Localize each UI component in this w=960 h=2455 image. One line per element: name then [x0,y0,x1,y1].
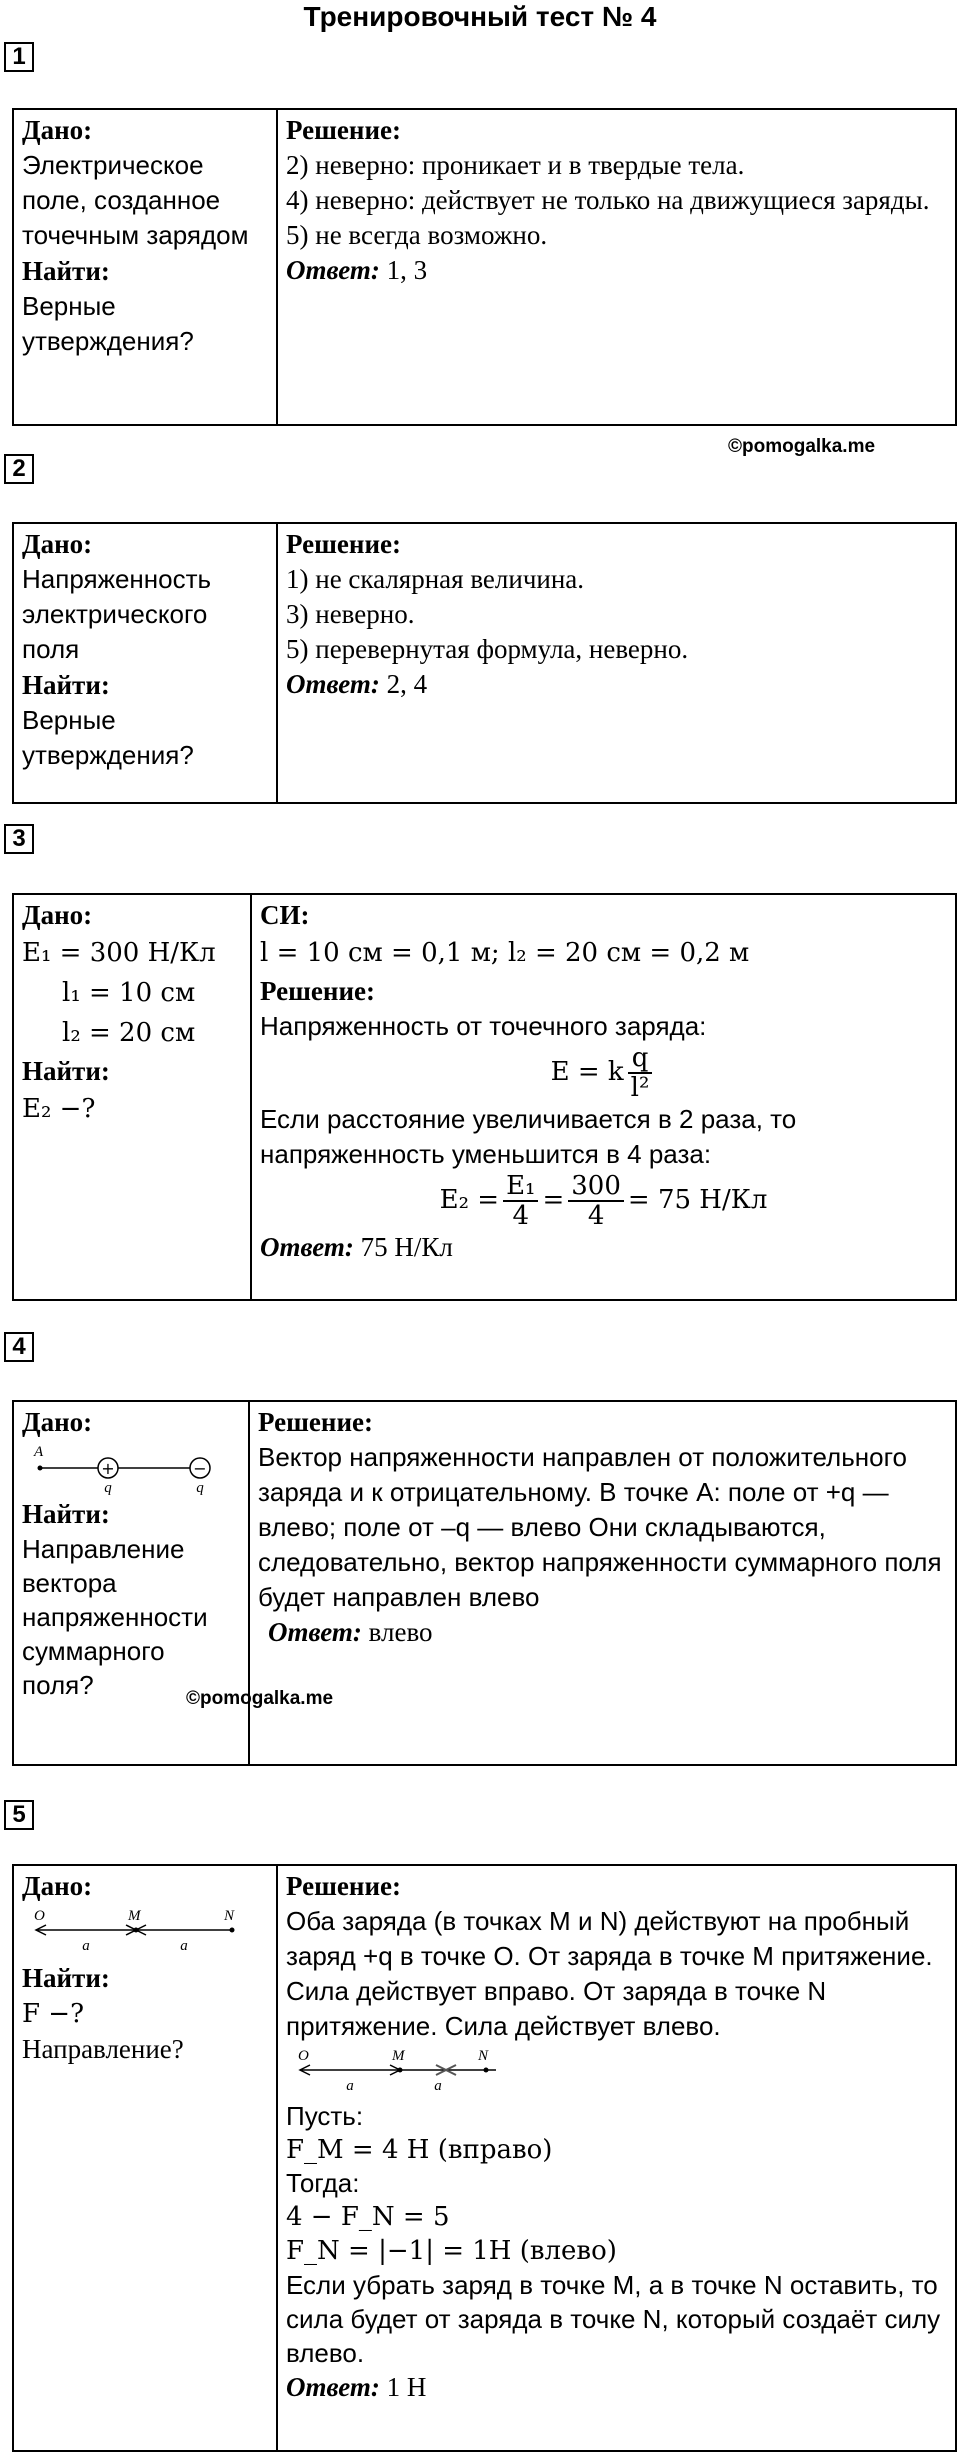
equals: = [542,1185,565,1215]
solution-line: 5) перевернутая формула, неверно. [286,634,689,664]
forces-diagram [286,2044,516,2100]
answer-value: 1 Н [386,2372,427,2402]
task-4-solution-column [250,1402,955,1764]
si-label: СИ: [260,900,310,930]
answer-line [258,1615,947,1650]
find-text: Верные утверждения? [22,705,194,770]
given-l2: l₂ = 20 см [62,1018,196,1048]
numerator: E₁ [503,1172,538,1202]
formula-lhs: E₂ = [439,1185,500,1215]
given-text: Напряженность электрического поля [22,564,212,664]
formula-point-charge [260,1044,947,1102]
answer-label: Ответ: [268,1617,362,1647]
page-title: Тренировочный тест № 4 [303,1,657,32]
solution-label: Решение: [260,976,375,1006]
numerator: q [628,1044,653,1074]
find-label: Найти: [22,670,110,700]
answer-line [260,1230,947,1265]
solution-line: F_M = 4 Н (вправо) [286,2135,553,2165]
minus-sign: − [193,1459,207,1478]
solution-line: Тогда: [286,2168,360,2198]
task-5-solution-column [278,1866,955,2450]
given-label: Дано: [22,1871,93,1901]
charge-label: q [104,1480,112,1496]
solution-line: Пусть: [286,2101,364,2131]
find-label: Найти: [22,256,110,286]
fraction [503,1172,538,1230]
solution-text: Если убрать заряд в точке M, а в точке N оставить, то сила будет от заряда в точке N, который создаёт силу влево. [286,2270,941,2368]
answer-label: Ответ: [286,2372,380,2402]
answer-line [286,2370,947,2405]
find-label: Найти: [22,1963,110,1993]
answer-line [286,667,947,702]
solution-line: 4 − F_N = 5 [286,2202,450,2232]
formula-lhs: E = k [550,1057,624,1087]
task-1-solution-column [278,110,955,424]
task-number-2: 2 [4,454,34,484]
task-5-box [12,1864,957,2452]
given-text: Электрическое поле, созданное точечным зарядом [22,150,249,250]
si-text: l = 10 см = 0,1 м; l₂ = 20 см = 0,2 м [260,938,750,968]
points-diagram [22,1904,252,1960]
point-m-label: M [128,1908,141,1924]
solution-text: Напряженность от точечного заряда: [260,1011,707,1041]
given-label: Дано: [22,900,93,930]
point-a-dot [38,1466,43,1471]
distance-label: a [82,1938,90,1954]
solution-line: F_N = |−1| = 1Н (влево) [286,2236,617,2266]
answer-value: 1, 3 [386,255,428,285]
find-label: Найти: [22,1056,110,1086]
find-text-direction: Направление? [22,2034,184,2064]
find-text: F −? [22,1999,85,2029]
point-o-label: O [298,2048,309,2064]
distance-label: a [346,2078,354,2094]
answer-line [286,253,947,288]
answer-value: влево [368,1617,433,1647]
task-3-solution-column [252,895,955,1299]
given-label: Дано: [22,1407,93,1437]
solution-label: Решение: [286,115,401,145]
answer-value: 75 Н/Кл [360,1232,453,1262]
task-3-given-column [14,895,252,1299]
find-text: Верные утверждения? [22,291,194,356]
given-label: Дано: [22,115,93,145]
solution-text: Вектор напряженности направлен от положительного заряда и к отрицательному. В точке А: поле от +q — влево; поле от –q — влево Они складываются, следовательно, вектор напряженности суммарного поля будет направлен влево [258,1442,942,1612]
find-label: Найти: [22,1499,110,1529]
point-m-dot [134,1928,139,1933]
watermark: ©pomogalka.me [728,436,876,457]
given-e1: E₁ = 300 Н/Кл [22,938,216,968]
task-2-box [12,522,957,804]
given-label: Дано: [22,529,93,559]
given-l1: l₁ = 10 см [62,978,196,1008]
solution-line: 2) неверно: проникает и в твердые тела. [286,150,745,180]
distance-label: a [434,2078,442,2094]
task-2-given-column [14,524,278,802]
denominator: 4 [587,1201,605,1231]
answer-label: Ответ: [286,255,380,285]
task-number-5: 5 [4,1800,34,1830]
task-number-3: 3 [4,824,34,854]
formula-e2 [260,1172,947,1230]
solution-label: Решение: [258,1407,373,1437]
point-o-label: O [34,1908,45,1924]
find-text: Направление вектора напряженности суммарного поля? [22,1534,208,1700]
point-n-label: N [224,1908,235,1924]
point-m-dot [398,2068,403,2073]
task-2-solution-column [278,524,955,802]
task-4-box [12,1400,957,1766]
solution-line: 1) не скалярная величина. [286,564,585,594]
task-1-given-column [14,110,278,424]
plus-sign: + [101,1459,115,1478]
task-5-given-column [14,1866,278,2450]
task-3-box [12,893,957,1301]
point-n-dot [484,2068,489,2073]
answer-label: Ответ: [260,1232,354,1262]
solution-text: Оба заряда (в точках M и N) действуют на пробный заряд +q в точке O. От заряда в точке M притяжение. Сила действует вправо. От заряда в точке N притяжение. Сила действует влево. [286,1906,933,2041]
point-a-label: A [34,1444,44,1460]
point-n-dot [230,1928,235,1933]
solution-line: 4) неверно: действует не только на движущиеся заряды. [286,185,930,215]
task-1-box [12,108,957,426]
solution-label: Решение: [286,529,401,559]
task-number-1: 1 [4,42,34,72]
solution-line: 5) не всегда возможно. [286,220,548,250]
point-n-label: N [478,2048,489,2064]
answer-value: 2, 4 [386,669,428,699]
solution-label: Решение: [286,1871,401,1901]
watermark: ©pomogalka.me [186,1688,334,1709]
task-number-4: 4 [4,1332,34,1362]
fraction [568,1172,624,1230]
fraction [628,1044,653,1102]
formula-rhs: = 75 Н/Кл [627,1185,768,1215]
solution-text: Если расстояние увеличивается в 2 раза, то напряженность уменьшится в 4 раза: [260,1104,797,1169]
find-text: E₂ −? [22,1094,96,1124]
solution-line: 3) неверно. [286,599,415,629]
denominator: l² [630,1073,650,1103]
distance-label: a [180,1938,188,1954]
charges-diagram [22,1440,242,1496]
point-m-label: M [392,2048,405,2064]
numerator: 300 [568,1172,624,1202]
denominator: 4 [512,1201,530,1231]
answer-label: Ответ: [286,669,380,699]
charge-label: q [196,1480,204,1496]
